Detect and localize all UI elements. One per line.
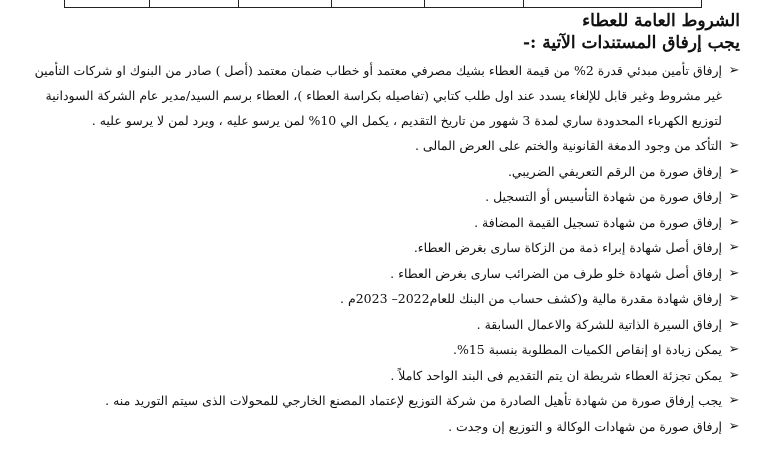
list-item xyxy=(22,235,742,261)
list-item-text: إرفاق شهادة مقدرة مالية و(كشف حساب من البنك للعام2022– 2023م . xyxy=(340,291,722,306)
list-item xyxy=(22,363,742,389)
arrow-check-bullet-icon: ➢ xyxy=(728,342,740,357)
list-item-text: إرفاق صورة من شهادات الوكالة و التوزيع إن وجدت . xyxy=(448,418,722,434)
list-item-text: إرفاق تأمين مبدئي قدرة 2% من قيمة العطاء بشيك مصرفي معتمد أو خطاب ضمان معتمد (أصل ) صادر من البنوك او شركات التأمين xyxy=(34,63,722,78)
list-item xyxy=(22,133,742,159)
arrow-check-bullet-icon: ➢ xyxy=(728,316,740,332)
list-item xyxy=(22,337,742,363)
arrow-check-bullet-icon: ➢ xyxy=(728,214,740,230)
list-item-text: يجب إرفاق صورة من شهادة تأهيل الصادرة من شركة التوزيع لإعتماد المصنع الخارجي للمحولات الذى سيتم التوريد منه . xyxy=(105,393,722,408)
table-cell xyxy=(523,0,701,7)
list-item-text: إرفاق صورة من شهادة التأسيس أو التسجيل . xyxy=(485,189,722,204)
table-remnant xyxy=(64,0,702,8)
arrow-check-bullet-icon: ➢ xyxy=(728,163,740,179)
arrow-check-bullet-icon: ➢ xyxy=(728,367,740,383)
list-item xyxy=(22,388,742,414)
list-item-text: يمكن زيادة او إنقاص الكميات المطلوبة بنسبة 15%. xyxy=(452,342,722,357)
list-item-text: إرفاق أصل شهادة إبراء ذمة من الزكاة سارى بغرض العطاء. xyxy=(413,240,722,255)
list-item-text: غير مشروط وغير قابل للإلغاء يسدد عند اول طلب كتابي (تفاصيله بكراسة العطاء )، العطاء برسم السيد/مدير عام الشركة السودانية xyxy=(45,88,722,103)
list-item xyxy=(22,261,742,287)
list-item xyxy=(22,210,742,236)
list-item-text: إرفاق صورة من الرقم التعريفي الضريبي. xyxy=(507,163,722,179)
table-cell xyxy=(238,0,331,7)
arrow-check-bullet-icon: ➢ xyxy=(728,240,740,255)
table-cell xyxy=(65,0,149,7)
table-cell xyxy=(149,0,238,7)
arrow-check-bullet-icon: ➢ xyxy=(728,63,740,78)
list-item-text: إرفاق أصل شهادة خلو طرف من الضرائب سارى بغرض العطاء . xyxy=(390,265,722,281)
list-item xyxy=(22,286,742,312)
document-content xyxy=(22,10,742,439)
list-item-text: إرفاق صورة من شهادة تسجيل القيمة المضافة . xyxy=(474,214,722,230)
list-item-text: التأكد من وجود الدمغة القانونية والختم على العرض المالى . xyxy=(414,138,722,153)
arrow-check-bullet-icon: ➢ xyxy=(728,265,740,281)
list-item-text: إرفاق السيرة الذاتية للشركة والاعمال السابقة . xyxy=(476,316,722,332)
list-item-text: يمكن تجزئة العطاء شريطة ان يتم التقديم فى البند الواحد كاملاً . xyxy=(390,367,722,383)
list-item xyxy=(22,58,742,133)
arrow-check-bullet-icon: ➢ xyxy=(728,138,740,153)
list-item xyxy=(22,312,742,338)
arrow-check-bullet-icon: ➢ xyxy=(728,291,740,306)
list-item-text: لتوزيع الكهرباء المحدودة ساري لمدة 3 شهور من تاريخ التقديم ، يكمل الي 10% لمن يرسو عليه ، ويرد لمن لا يرسو عليه . xyxy=(91,113,722,128)
table-cell xyxy=(424,0,523,7)
arrow-check-bullet-icon: ➢ xyxy=(728,189,740,204)
section-subtitle: يجب إرفاق المستندات الآتية :- xyxy=(522,33,740,53)
section-title: الشروط العامة للعطاء xyxy=(582,11,740,31)
arrow-check-bullet-icon: ➢ xyxy=(728,418,740,434)
list-item xyxy=(22,414,742,440)
list-item xyxy=(22,159,742,185)
table-cell xyxy=(331,0,424,7)
arrow-check-bullet-icon: ➢ xyxy=(728,393,740,408)
list-item xyxy=(22,184,742,210)
requirements-list xyxy=(22,58,742,439)
